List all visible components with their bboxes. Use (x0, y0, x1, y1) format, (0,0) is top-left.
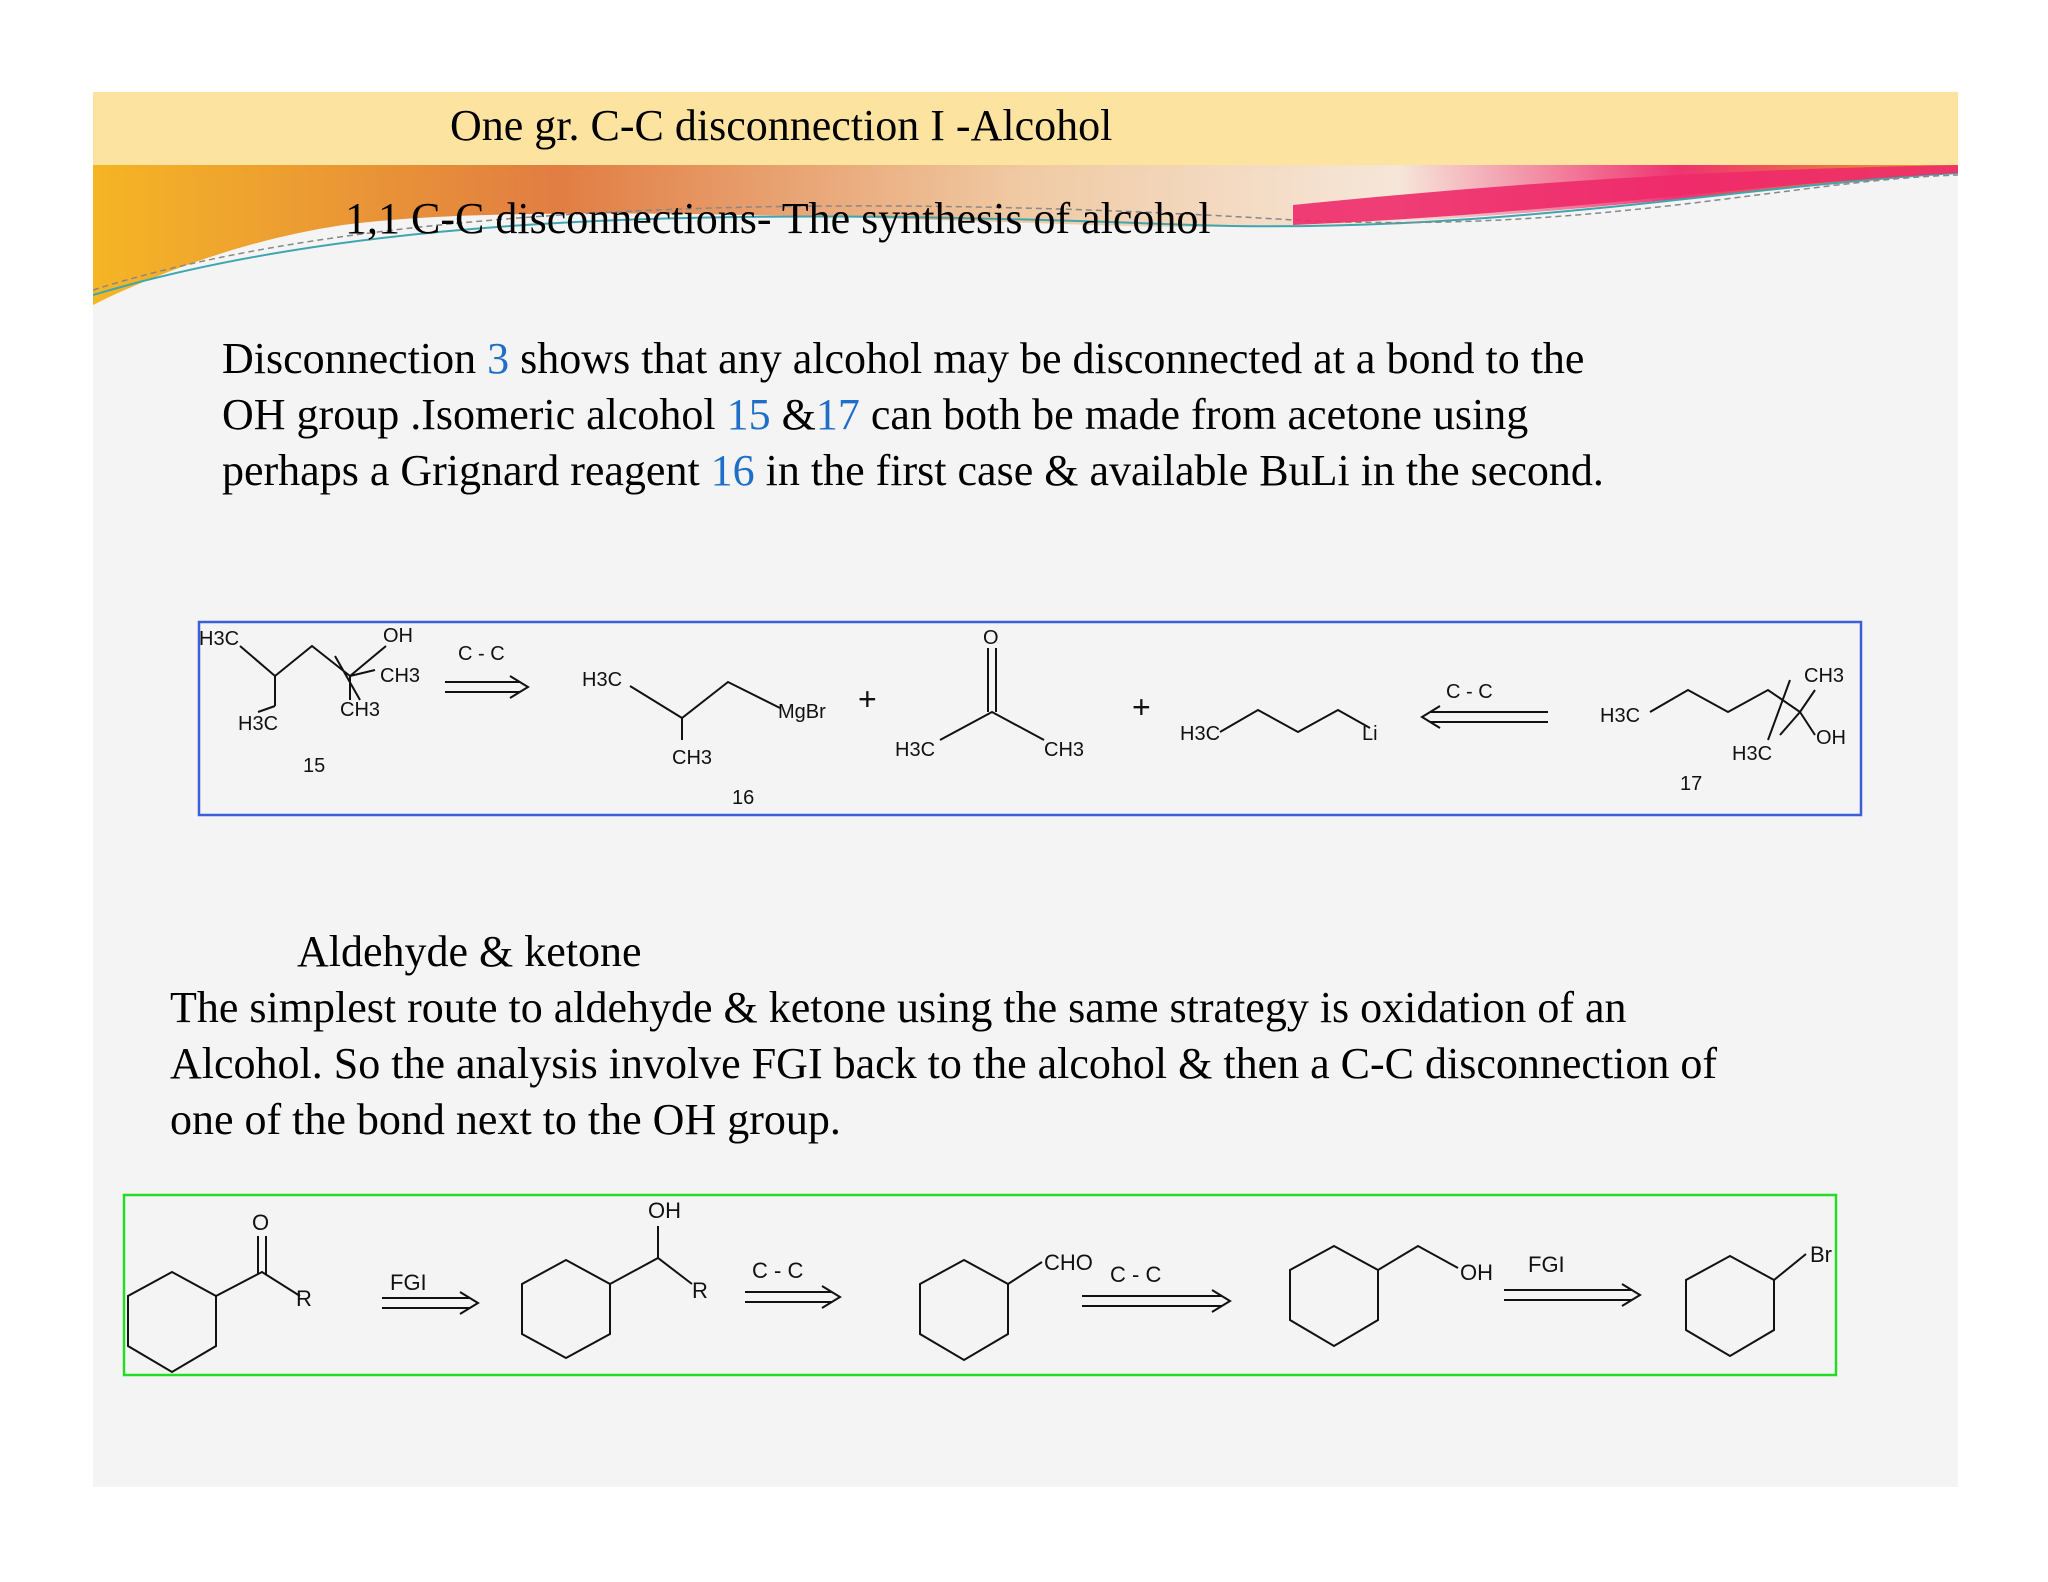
label-ch3: CH3 (340, 699, 381, 721)
slide-title: One gr. C-C disconnection I -Alcohol (450, 101, 1113, 150)
reference-17: 17 (815, 390, 860, 439)
label-h3c: H3C (1732, 743, 1773, 765)
label-oh: OH (383, 625, 413, 647)
cc-arrow-2 (1082, 1290, 1230, 1312)
reference-3: 3 (487, 334, 510, 383)
reference-15: 15 (726, 390, 771, 439)
text-span: in the first case & available BuLi in the second. (754, 446, 1604, 495)
label-li: Li (1362, 723, 1378, 745)
text-span: perhaps a Grignard reagent (222, 446, 711, 495)
label-o: O (983, 627, 999, 649)
bromocyclohexane-bonds (1686, 1254, 1806, 1356)
label-fgi: FGI (390, 1270, 427, 1295)
compound-number-15: 15 (303, 755, 326, 777)
label-h3c: H3C (1180, 723, 1221, 745)
fgi-arrow-1 (382, 1292, 478, 1314)
label-c-c: C - C (752, 1258, 804, 1283)
label-r: R (692, 1278, 708, 1303)
plus-sign: + (1132, 689, 1151, 725)
text-span: can both be made from acetone using (859, 390, 1529, 439)
reference-16: 16 (710, 446, 755, 495)
cyclohexane-carbaldehyde-bonds (920, 1260, 1042, 1360)
cc-arrow-1 (745, 1286, 840, 1308)
paragraph-line-2: Alcohol. So the analysis involve FGI back to the alcohol & then a C-C disconnection of (170, 1039, 1718, 1088)
label-oh: OH (1460, 1260, 1493, 1285)
label-ch3: CH3 (1804, 665, 1845, 687)
label-ch3: CH3 (380, 665, 421, 687)
section-heading-aldehyde-ketone: Aldehyde & ketone (297, 927, 642, 976)
scheme2-box (124, 1195, 1836, 1375)
label-r: R (296, 1286, 312, 1311)
label-c-c: C - C (1110, 1262, 1162, 1287)
fgi-arrow-2 (1504, 1284, 1640, 1306)
label-cho: CHO (1044, 1250, 1093, 1275)
label-ch3: CH3 (672, 747, 713, 769)
label-c-c: C - C (1446, 681, 1493, 703)
label-oh: OH (1816, 727, 1846, 749)
label-c-c: C - C (458, 643, 505, 665)
label-h3c: H3C (582, 669, 623, 691)
cyclohexyl-ketone-bonds (128, 1236, 300, 1372)
label-o: O (252, 1210, 270, 1235)
text-span: shows that any alcohol may be disconnected at a bond to the (509, 334, 1585, 383)
label-fgi: FGI (1528, 1252, 1565, 1277)
cyclohexyl-alcohol-bonds (522, 1226, 692, 1358)
cyclohexylmethanol-bonds (1290, 1246, 1458, 1346)
text-span: Disconnection (222, 334, 488, 383)
label-mgbr: MgBr (778, 701, 826, 723)
label-br: Br (1810, 1242, 1832, 1267)
label-h3c: H3C (238, 713, 279, 735)
paragraph-line-1: The simplest route to aldehyde & ketone using the same strategy is oxidation of an (170, 983, 1627, 1032)
label-ch3: CH3 (1044, 739, 1085, 761)
paragraph-line-3: one of the bond next to the OH group. (170, 1095, 841, 1144)
label-h3c: H3C (1600, 705, 1641, 727)
text-span: & (770, 390, 816, 439)
label-oh: OH (648, 1198, 681, 1223)
label-h3c: H3C (199, 628, 240, 650)
compound-number-17: 17 (1680, 773, 1703, 795)
plus-sign: + (858, 681, 877, 717)
compound-number-16: 16 (732, 787, 755, 809)
slide-subtitle: 1,1 C-C disconnections- The synthesis of alcohol (345, 194, 1211, 243)
text-span: OH group .Isomeric alcohol (222, 390, 727, 439)
label-h3c: H3C (895, 739, 936, 761)
